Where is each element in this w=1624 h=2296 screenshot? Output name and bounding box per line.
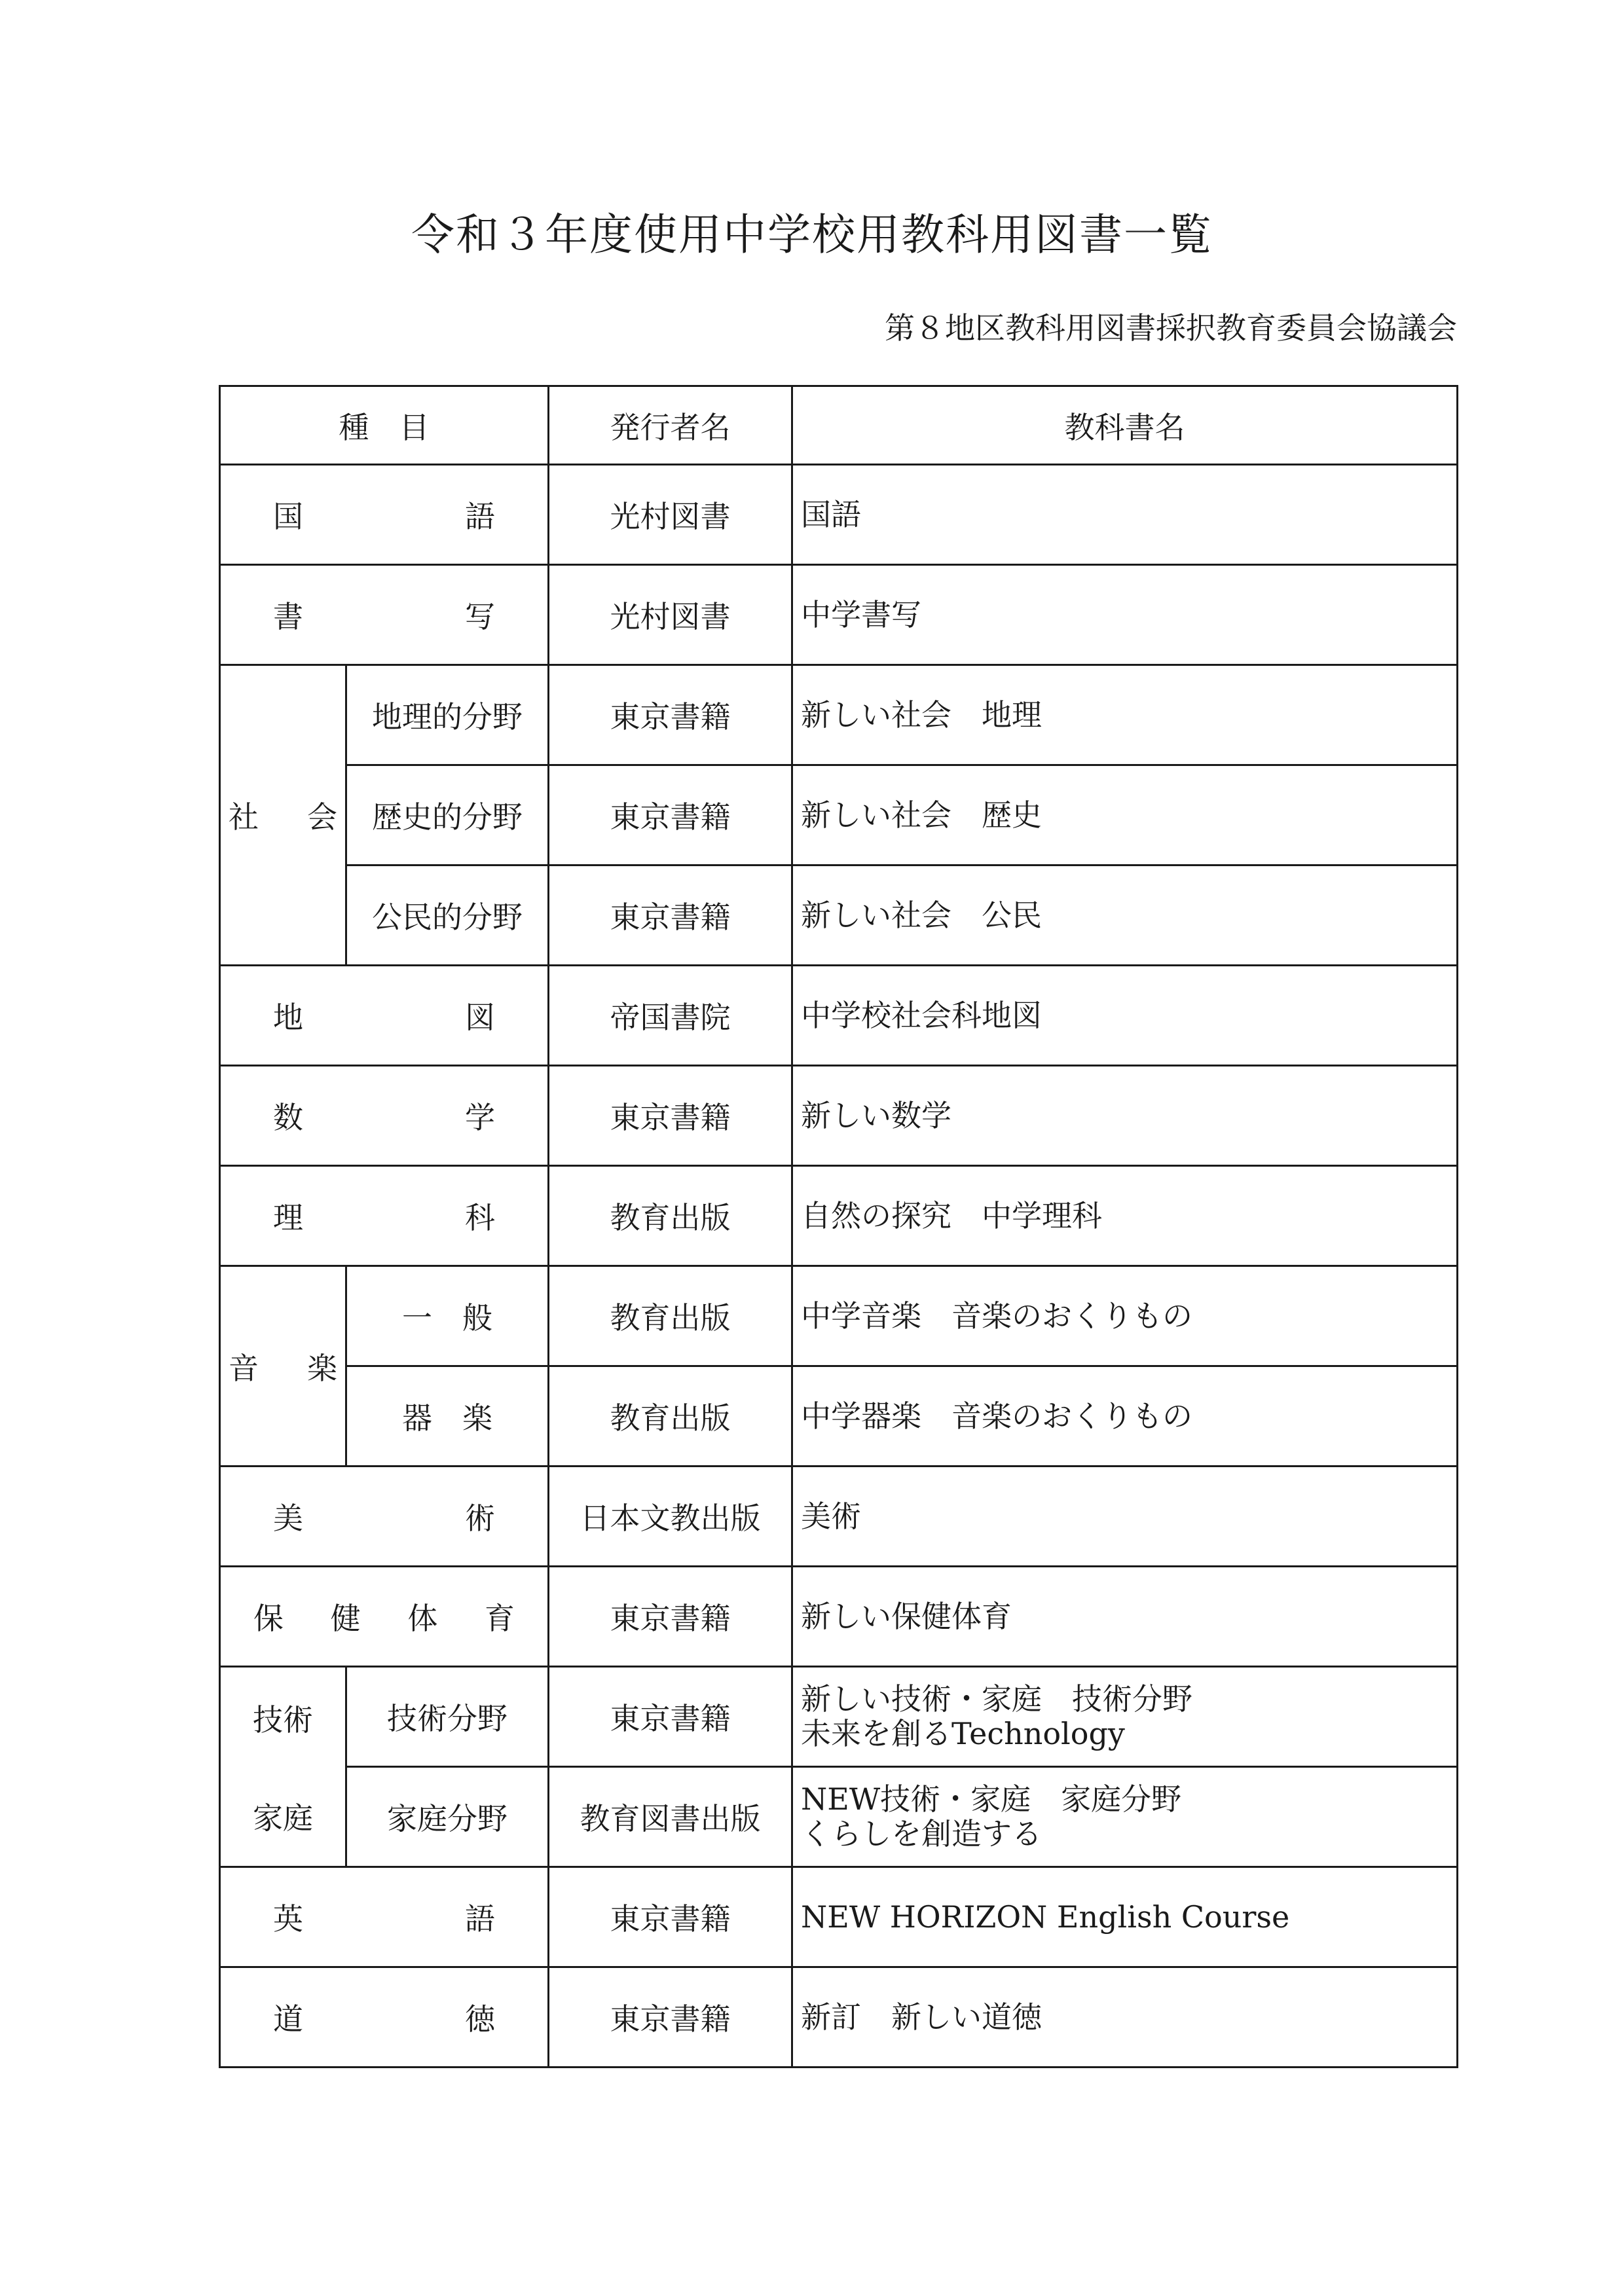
subject-cell <box>220 465 549 565</box>
group-char: 会 <box>307 799 337 835</box>
table-row <box>220 1567 1458 1667</box>
book-cell: 美術 <box>792 1467 1458 1567</box>
subfield-cell: 一 般 <box>346 1266 549 1366</box>
subject-cell <box>220 1567 549 1667</box>
subfield-cell: 歴史的分野 <box>346 765 549 866</box>
table-row <box>220 1967 1458 2068</box>
subject-char: 数 <box>273 1100 303 1135</box>
subject-cell <box>220 1066 549 1166</box>
group-label: 家庭 <box>253 1800 313 1836</box>
subject-char: 英 <box>273 1901 303 1937</box>
book-cell: 新しい社会 公民 <box>792 866 1458 966</box>
subject-cell <box>220 1967 549 2068</box>
header-book: 教科書名 <box>792 386 1458 465</box>
subject-cell <box>220 1467 549 1567</box>
subfield-cell: 公民的分野 <box>346 866 549 966</box>
subject-char: 地 <box>273 1000 303 1035</box>
publisher-cell: 帝国書院 <box>549 966 792 1066</box>
subject-cell <box>220 966 549 1066</box>
publisher-cell: 教育出版 <box>549 1366 792 1467</box>
group-cell-shakai <box>220 665 346 966</box>
book-cell: NEW HORIZON English Course <box>792 1867 1458 1967</box>
subject-char: 体 <box>407 1601 438 1636</box>
subject-char: 学 <box>465 1100 495 1135</box>
book-cell: 中学音楽 音楽のおくりもの <box>792 1266 1458 1366</box>
book-cell: 中学器楽 音楽のおくりもの <box>792 1366 1458 1467</box>
table-row <box>220 465 1458 565</box>
group-char: 音 <box>229 1350 259 1386</box>
book-line: くらしを創造する <box>801 1816 1042 1851</box>
table-row <box>220 1867 1458 1967</box>
subject-char: 写 <box>465 599 495 634</box>
table-row <box>220 1366 1458 1467</box>
group-label: 技術 <box>253 1702 313 1738</box>
subject-cell <box>220 1867 549 1967</box>
book-line: NEW技術・家庭 家庭分野 <box>801 1781 1182 1817</box>
table-row <box>220 1467 1458 1567</box>
subfield-cell: 家庭分野 <box>346 1767 549 1867</box>
book-cell <box>792 1767 1458 1867</box>
book-cell: 中学書写 <box>792 565 1458 665</box>
publisher-cell: 東京書籍 <box>549 1066 792 1166</box>
subject-cell <box>220 565 549 665</box>
table-row <box>220 1266 1458 1366</box>
table-header-row <box>220 386 1458 465</box>
book-cell: 国語 <box>792 465 1458 565</box>
book-cell: 中学校社会科地図 <box>792 966 1458 1066</box>
subject-char: 美 <box>273 1501 303 1536</box>
subject-char: 国 <box>273 499 303 534</box>
table-row <box>220 966 1458 1066</box>
book-line: 未来を創るTechnology <box>801 1716 1125 1751</box>
table-row <box>220 1066 1458 1166</box>
subject-char: 語 <box>465 499 495 534</box>
publisher-cell: 光村図書 <box>549 565 792 665</box>
publisher-cell: 東京書籍 <box>549 1667 792 1767</box>
table-row <box>220 665 1458 765</box>
publisher-cell: 教育図書出版 <box>549 1767 792 1867</box>
book-cell: 新訂 新しい道徳 <box>792 1967 1458 2068</box>
subject-char: 健 <box>330 1601 361 1636</box>
publisher-cell: 日本文教出版 <box>549 1467 792 1567</box>
book-cell: 新しい保健体育 <box>792 1567 1458 1667</box>
table-row <box>220 1166 1458 1266</box>
publisher-cell: 東京書籍 <box>549 866 792 966</box>
header-subject: 種 目 <box>220 386 549 465</box>
book-line: 新しい技術・家庭 技術分野 <box>801 1681 1192 1717</box>
book-cell <box>792 1667 1458 1767</box>
subject-char: 術 <box>465 1501 495 1536</box>
subject-char: 語 <box>465 1901 495 1937</box>
group-char: 楽 <box>307 1350 337 1386</box>
subfield-cell: 器 楽 <box>346 1366 549 1467</box>
publisher-cell: 教育出版 <box>549 1166 792 1266</box>
subject-char: 書 <box>273 599 303 634</box>
subject-char: 道 <box>273 2001 303 2037</box>
publisher-cell: 光村図書 <box>549 465 792 565</box>
subfield-cell: 地理的分野 <box>346 665 549 765</box>
subject-char: 徳 <box>465 2001 495 2037</box>
table-row <box>220 866 1458 966</box>
group-char: 社 <box>229 799 259 835</box>
publisher-cell: 東京書籍 <box>549 665 792 765</box>
book-cell: 新しい社会 地理 <box>792 665 1458 765</box>
publisher-cell: 東京書籍 <box>549 765 792 866</box>
publisher-cell: 東京書籍 <box>549 1867 792 1967</box>
subject-char: 育 <box>484 1601 515 1636</box>
table-row <box>220 765 1458 866</box>
book-cell: 新しい社会 歴史 <box>792 765 1458 866</box>
subject-cell <box>220 1166 549 1266</box>
book-cell: 新しい数学 <box>792 1066 1458 1166</box>
header-publisher: 発行者名 <box>549 386 792 465</box>
group-cell-ongaku <box>220 1266 346 1467</box>
page-title: 令和３年度使用中学校用教科用図書一覧 <box>411 210 1213 260</box>
subfield-cell: 技術分野 <box>346 1667 549 1767</box>
book-cell: 自然の探究 中学理科 <box>792 1166 1458 1266</box>
textbook-table <box>219 385 1458 2068</box>
group-cell-gika <box>220 1667 346 1867</box>
publisher-cell: 教育出版 <box>549 1266 792 1366</box>
table-row <box>220 1667 1458 1767</box>
subject-char: 理 <box>273 1200 303 1235</box>
table-row <box>220 565 1458 665</box>
subject-char: 科 <box>465 1200 495 1235</box>
table-row <box>220 1767 1458 1867</box>
publisher-cell: 東京書籍 <box>549 1567 792 1667</box>
subject-char: 図 <box>465 1000 495 1035</box>
subject-char: 保 <box>253 1601 284 1636</box>
publisher-cell: 東京書籍 <box>549 1967 792 2068</box>
issuer-name: 第８地区教科用図書採択教育委員会協議会 <box>885 310 1457 346</box>
